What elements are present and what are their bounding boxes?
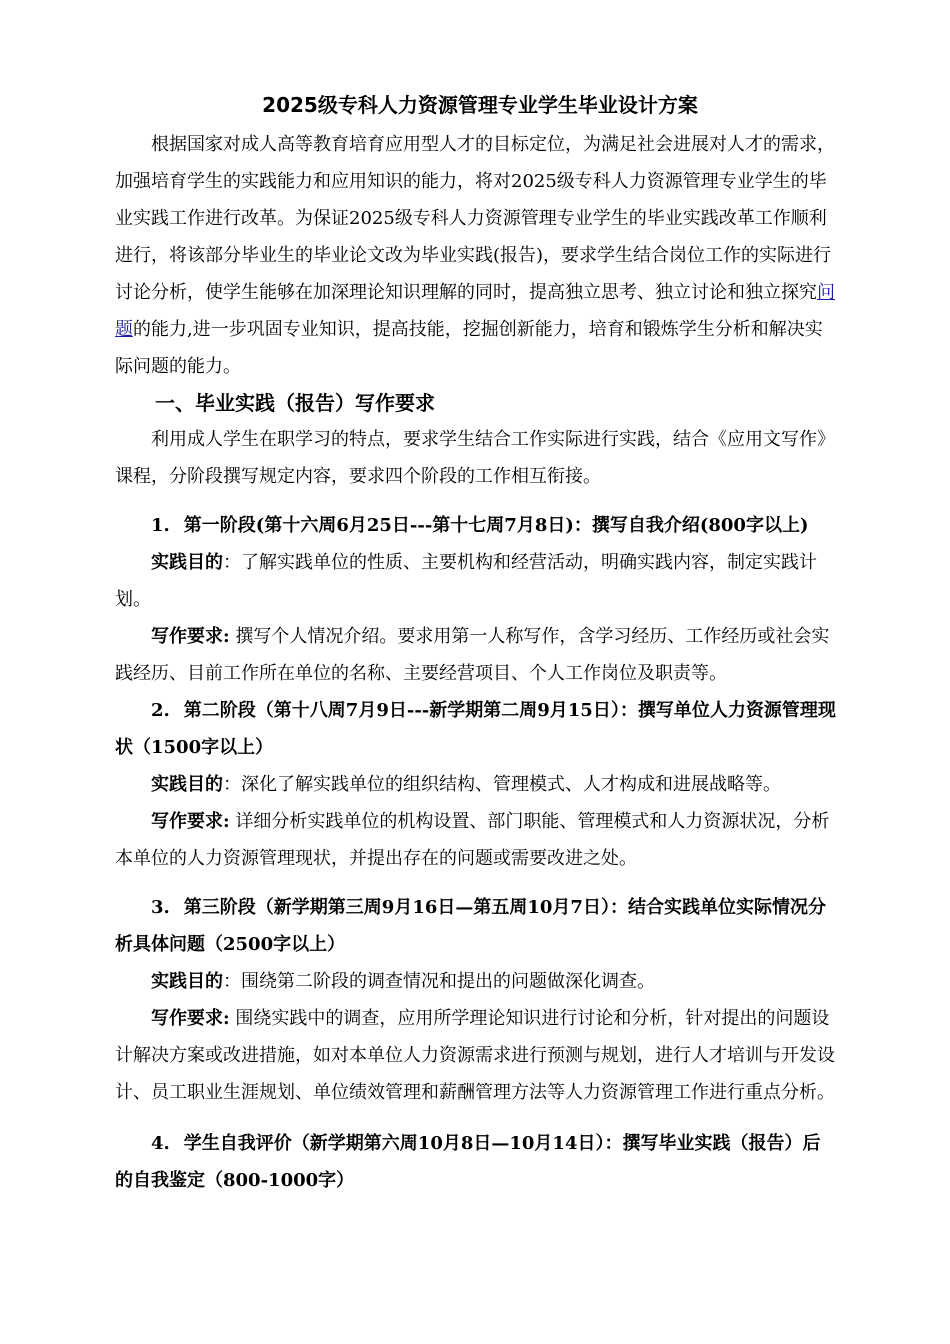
purpose-text: 围绕第二阶段的调查情况和提出的问题做深化调查。	[241, 971, 655, 992]
purpose-label: 实践目的	[151, 971, 223, 992]
page-title: 2025级专科人力资源管理专业学生毕业设计方案	[262, 93, 698, 117]
stage-title: 学生自我评价（新学期第六周10月8日—10月14日）：撰写毕业实践（报告）后的自我鉴定（800-1000字）	[115, 1133, 821, 1191]
intro-text-end: 的能力,进一步巩固专业知识，提高技能，挖掘创新能力，培育和锻炼学生分析和解决实际问题的能力。	[115, 319, 823, 377]
purpose-label: 实践目的	[151, 552, 223, 573]
requirement-text: 围绕实践中的调查，应用所学理论知识进行讨论和分析，针对提出的问题设计解决方案或改进措施，如对本单位人力资源需求进行预测与规划，进行人才培训与开发设计、员工职业生涯规划、单位绩效管理和薪酬管理方法等人力资源管理工作进行重点分析。	[115, 1008, 835, 1103]
section-intro-paragraph: 利用成人学生在职学习的特点，要求学生结合工作实际进行实践，结合《应用文写作》课程，分阶段撰写规定内容，要求四个阶段的工作相互衔接。	[115, 429, 835, 487]
stage-3-purpose	[115, 963, 837, 1000]
section-heading: 一、毕业实践（报告）写作要求	[155, 391, 435, 415]
intro-text: 根据国家对成人高等教育培育应用型人才的目标定位，为满足社会进展对人才的需求，加强培育学生的实践能力和应用知识的能力，将对2025级专科人力资源管理专业学生的毕业实践工作进行改革。为保证2025级专科人力资源管理专业学生的毕业实践改革工作顺利进行，将该部分毕业生的毕业论文改为毕业实践(报告)，要求学生结合岗位工作的实际进行讨论分析，使学生能够在加深理论知识理解的同时，提高独立思考、独立讨论和独立探究	[115, 134, 835, 303]
document-body	[115, 88, 837, 1199]
requirement-label: 写作要求:	[151, 1008, 230, 1029]
requirement-label: 写作要求:	[151, 811, 230, 832]
stage-3-requirement	[115, 1000, 837, 1111]
requirement-text: 详细分析实践单位的机构设置、部门职能、管理模式和人力资源状况，分析本单位的人力资源管理现状，并提出存在的问题或需要改进之处。	[115, 811, 830, 869]
stage-title: 第一阶段(第十六周6月25日---第十七周7月8日)：撰写自我介绍(800字以上)	[183, 515, 809, 536]
stage-1-heading	[115, 507, 837, 544]
stage-2-purpose	[115, 766, 837, 803]
purpose-separator: ：	[223, 552, 241, 573]
intro-paragraph	[115, 126, 837, 385]
stage-number: 2.	[151, 700, 170, 721]
stage-number: 4.	[151, 1133, 170, 1154]
purpose-separator: ：	[223, 774, 241, 795]
stage-4-heading	[115, 1125, 837, 1199]
purpose-text: 了解实践单位的性质、主要机构和经营活动，明确实践内容，制定实践计划。	[115, 552, 817, 610]
stage-number: 3.	[151, 897, 170, 918]
stage-number: 1.	[151, 515, 170, 536]
problem-link[interactable]: 问题	[115, 282, 835, 340]
stage-2-requirement	[115, 803, 837, 877]
purpose-separator: ：	[223, 971, 241, 992]
stage-1-purpose	[115, 544, 837, 618]
purpose-label: 实践目的	[151, 774, 223, 795]
stage-3-heading	[115, 889, 837, 963]
stage-1-requirement	[115, 618, 837, 692]
stage-title: 第二阶段（第十八周7月9日---新学期第二周9月15日）：撰写单位人力资源管理现状（1500字以上）	[115, 700, 836, 758]
requirement-label: 写作要求:	[151, 626, 230, 647]
purpose-text: 深化了解实践单位的组织结构、管理模式、人才构成和进展战略等。	[241, 774, 781, 795]
stage-2-heading	[115, 692, 837, 766]
stage-title: 第三阶段（新学期第三周9月16日—第五周10月7日）：结合实践单位实际情况分析具体问题（2500字以上）	[115, 897, 826, 955]
requirement-text: 撰写个人情况介绍。要求用第一人称写作，含学习经历、工作经历或社会实践经历、目前工作所在单位的名称、主要经营项目、个人工作岗位及职责等。	[115, 626, 830, 684]
